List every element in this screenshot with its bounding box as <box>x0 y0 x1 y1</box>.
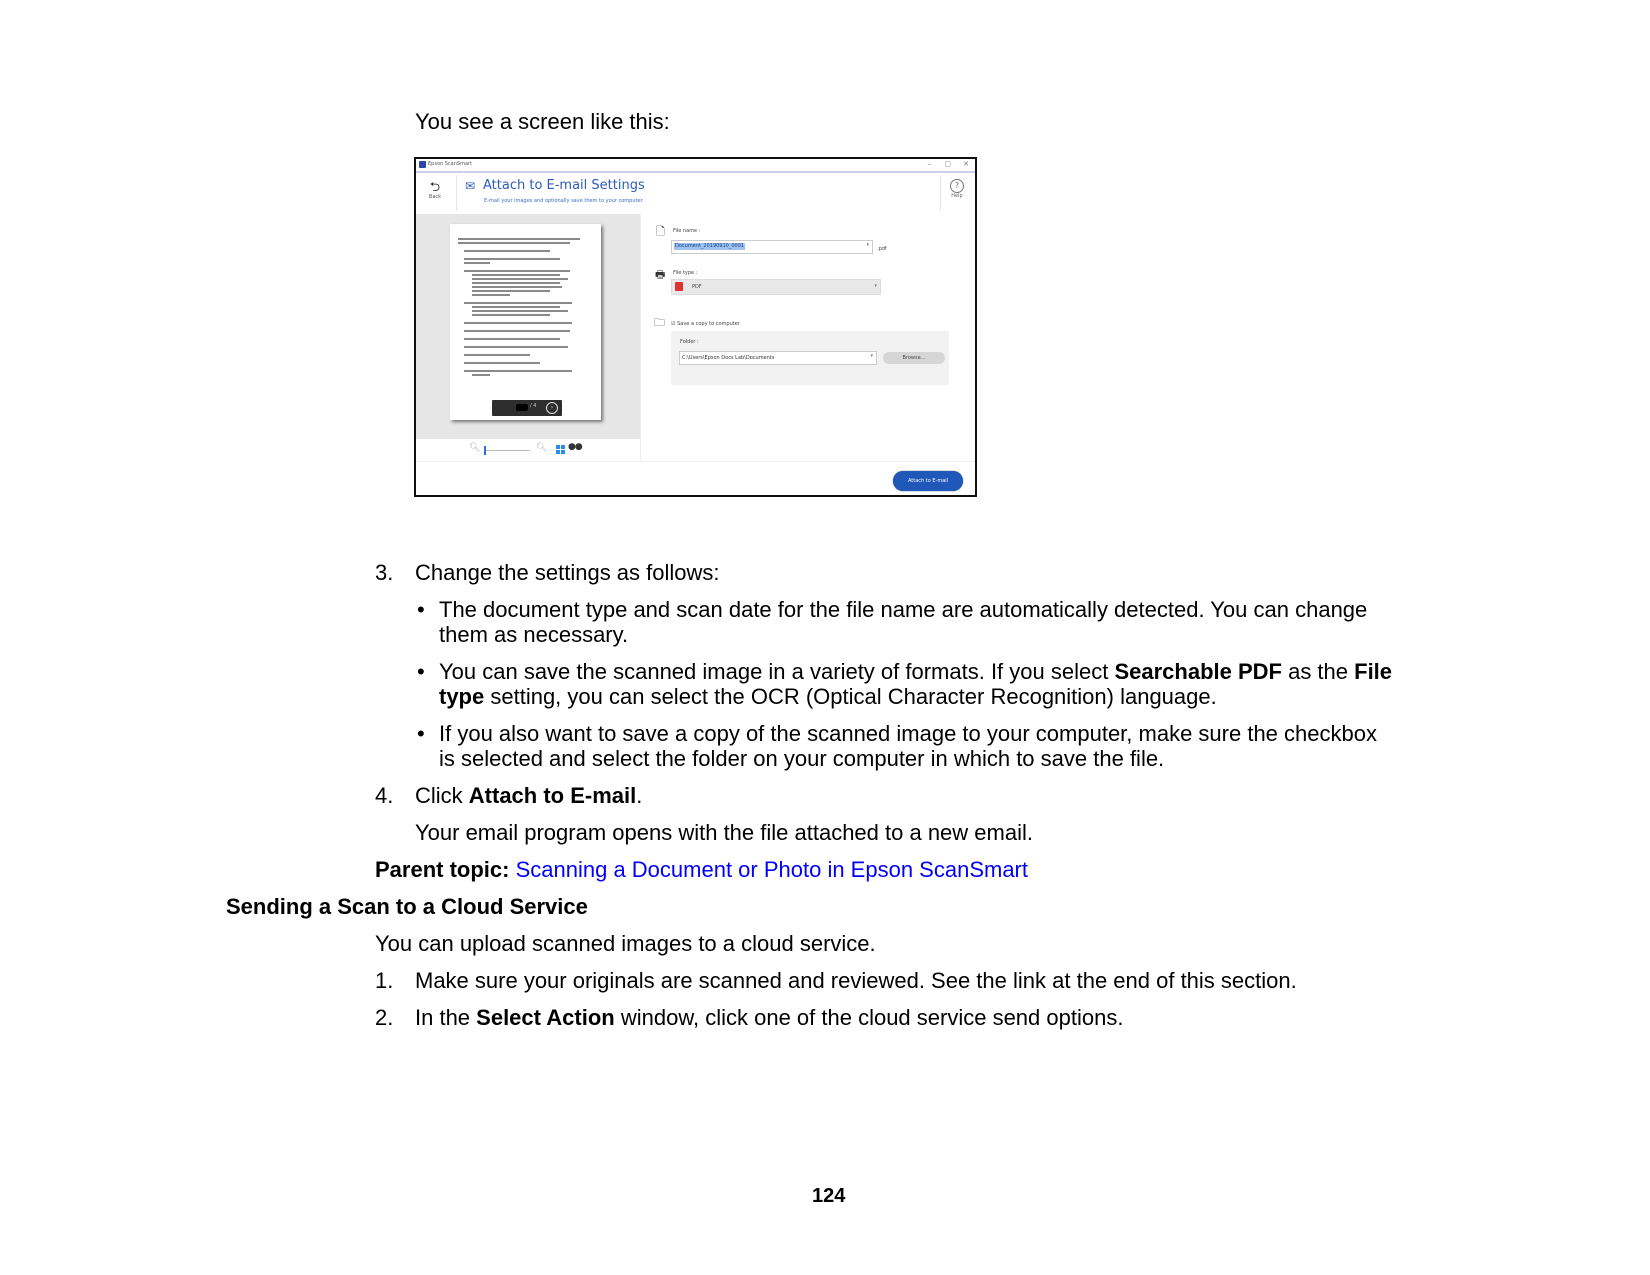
preview-pane <box>416 214 640 439</box>
thumbnail-text-line <box>472 294 510 296</box>
window-subtitle: E-mail your images and optionally save them to your computer. <box>484 198 644 204</box>
thumbnail-text-line <box>472 274 560 276</box>
browse-button[interactable]: Browse... <box>883 352 945 364</box>
thumbnail-text-line <box>472 278 568 280</box>
window-title: Attach to E-mail Settings <box>483 178 645 193</box>
parent-topic <box>375 857 1028 883</box>
folder-panel <box>671 331 949 385</box>
step-number: 4. <box>375 783 394 808</box>
settings-pane <box>641 214 975 461</box>
zoom-out-icon[interactable]: 🔍︎ <box>469 443 481 453</box>
thumbnail-text-line <box>472 374 490 376</box>
bullet: • <box>417 659 425 684</box>
dropdown-arrow-icon[interactable]: ▾ <box>874 283 877 289</box>
help-label: Help <box>951 193 963 199</box>
bold-run: Select Action <box>476 1005 615 1030</box>
step-number: 1. <box>375 968 394 993</box>
file-icon: 🗋 <box>656 225 665 238</box>
text-run: as the <box>1281 659 1355 684</box>
step-text: Make sure your originals are scanned and reviewed. See the link at the end of this section. <box>415 968 1297 993</box>
bullet: • <box>417 597 425 622</box>
thumbnail-text-line <box>464 262 490 264</box>
page-navigator <box>492 400 562 416</box>
bold-run: Searchable PDF <box>1114 659 1282 684</box>
zoom-slider-thumb[interactable] <box>484 446 486 455</box>
zoom-slider[interactable] <box>484 450 530 451</box>
next-page-icon[interactable]: › <box>546 402 558 414</box>
bullet-text: The document type and scan date for the file name are automatically detected. You can change <box>439 597 1368 622</box>
thumbnail-text-line <box>472 282 560 284</box>
text-run: In the <box>415 1005 477 1030</box>
bold-run: Attach to E-mail <box>468 783 637 808</box>
pdf-icon <box>675 282 683 291</box>
parent-topic-link[interactable]: Scanning a Document or Photo in Epson ScanSmart <box>515 857 1028 882</box>
thumbnail-text-line <box>464 302 572 304</box>
attach-to-email-button[interactable]: Attach to E-mail <box>893 471 963 491</box>
folder-input[interactable] <box>679 351 877 365</box>
folder-value: C:\Users\Epson Docs Lab\Documents <box>682 355 775 361</box>
mail-icon: ✉ <box>465 179 476 193</box>
dropdown-arrow-icon[interactable]: ▾ <box>866 242 869 248</box>
zoom-bar <box>416 439 640 462</box>
back-arrow-icon: ⮌ <box>429 180 441 195</box>
thumbnail-text-line <box>464 362 540 364</box>
close-icon[interactable]: ✕ <box>963 160 969 168</box>
bullet-text <box>439 684 1217 710</box>
thumbnail-text-line <box>464 270 570 272</box>
folder-add-icon: 🗀︎ <box>654 316 665 329</box>
bullet-text: is selected and select the folder on your computer in which to save the file. <box>439 746 1165 771</box>
page-count: / 4 <box>530 403 537 409</box>
file-extension: .pdf <box>877 246 887 252</box>
section-heading: Sending a Scan to a Cloud Service <box>226 894 588 919</box>
step-text <box>415 1005 1123 1031</box>
thumbnail-text-line <box>472 306 560 308</box>
step-result: Your email program opens with the file attached to a new email. <box>415 820 1033 845</box>
file-name-label: File name : <box>673 228 701 234</box>
dropdown-arrow-icon[interactable]: ▾ <box>870 353 873 359</box>
folder-label: Folder : <box>680 339 699 345</box>
text-run: window, click one of the cloud service send options. <box>614 1005 1124 1030</box>
maximize-icon[interactable]: ▢ <box>944 160 951 168</box>
page-current[interactable] <box>516 404 528 411</box>
file-type-value: PDF <box>692 284 702 290</box>
parent-topic-label: Parent topic: <box>375 857 510 882</box>
zoom-in-icon[interactable]: 🔍︎ <box>536 443 548 453</box>
file-name-value: Document_20190910_0001 <box>675 243 745 249</box>
thumbnail-text-line <box>472 310 568 312</box>
back-label: Back <box>428 194 442 200</box>
thumbnail-text-line <box>464 338 560 340</box>
app-title: Epson ScanSmart <box>428 161 473 167</box>
minimize-icon[interactable]: – <box>927 160 931 168</box>
file-type-label: File type : <box>673 270 698 276</box>
text-run: setting, you can select the OCR (Optical Character Recognition) language. <box>484 684 1217 709</box>
section-intro: You can upload scanned images to a cloud service. <box>375 931 876 956</box>
bold-run: File <box>1354 659 1393 684</box>
divider <box>456 175 457 211</box>
thumbnail-text-line <box>464 354 530 356</box>
page-thumbnail <box>450 224 601 420</box>
save-copy-label: Save a copy to computer <box>677 321 740 327</box>
divider <box>940 175 941 211</box>
file-name-input[interactable] <box>671 240 873 254</box>
bullet: • <box>417 721 425 746</box>
text-run: . <box>636 783 643 808</box>
step-number: 2. <box>375 1005 394 1030</box>
help-button[interactable] <box>947 179 967 199</box>
printer-icon: 🖶︎ <box>655 268 666 281</box>
back-button[interactable] <box>424 181 446 200</box>
text-run: You can save the scanned image in a variety of formats. If you select <box>439 659 1115 684</box>
thumbnail-text-line <box>472 314 550 316</box>
thumbnail-text-line <box>464 250 550 252</box>
save-copy-checkbox[interactable]: ☑ Save a copy to computer <box>671 321 740 327</box>
thumbnail-text-line <box>472 290 550 292</box>
bullet-text <box>439 659 1392 685</box>
bullet-text: them as necessary. <box>439 622 629 647</box>
thumbnail-text-line <box>464 346 568 348</box>
window-footer <box>416 461 975 497</box>
thumbnail-text-line <box>458 242 570 244</box>
app-logo-icon <box>419 161 426 168</box>
thumbnail-text-line <box>464 258 560 260</box>
file-type-select[interactable] <box>671 279 881 295</box>
text-run: Click <box>415 783 469 808</box>
thumbnail-text-line <box>464 330 570 332</box>
intro-text: You see a screen like this: <box>415 109 670 134</box>
thumbnail-text-line <box>458 238 580 240</box>
bullet-text: If you also want to save a copy of the scanned image to your computer, make sure the checkbox <box>439 721 1377 746</box>
window-titlebar <box>416 159 975 173</box>
thumbnail-text-line <box>472 286 562 288</box>
thumbnail-text-line <box>464 370 572 372</box>
more-icon[interactable]: ●● <box>568 442 582 452</box>
help-icon: ? <box>950 179 964 193</box>
page-number: 124 <box>812 1185 846 1207</box>
step-text <box>415 783 642 809</box>
bold-run: type <box>439 684 485 709</box>
step-number: 3. <box>375 560 394 585</box>
window-header <box>416 173 975 213</box>
thumbnail-text-line <box>464 322 572 324</box>
scansmart-screenshot <box>414 157 977 497</box>
thumbnail-view-icon[interactable] <box>556 445 565 454</box>
step-text: Change the settings as follows: <box>415 560 720 585</box>
